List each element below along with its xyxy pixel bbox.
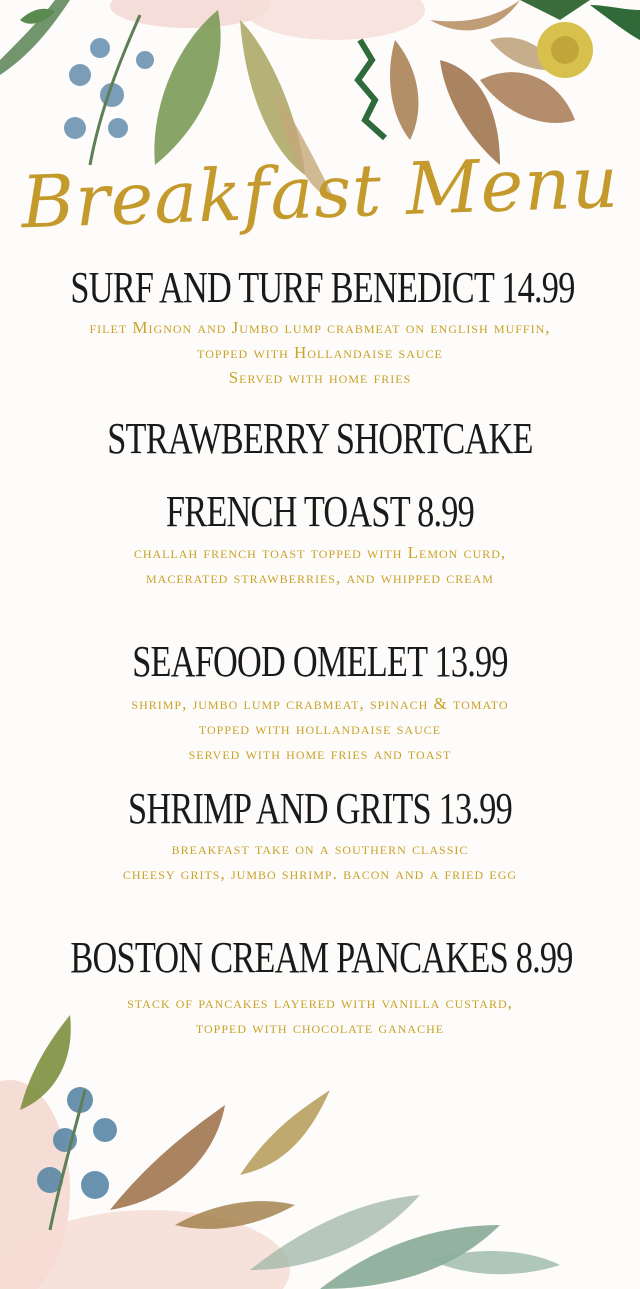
menu-item-name: SURF AND TURF BENEDICT 14.99: [70, 263, 575, 312]
description-line: cheesy grits, jumbo shrimp. bacon and a fried egg: [122, 864, 518, 883]
menu-item-description: [0, 836, 640, 886]
menu-item-name: SEAFOOD OMELET 13.99: [132, 637, 508, 686]
description-line: macerated strawberries, and whipped cream: [146, 568, 494, 587]
description-line: stack of pancakes layered with vanilla custard,: [127, 993, 513, 1012]
menu-item-name-line2: FRENCH TOAST 8.99: [165, 487, 475, 536]
menu-item-description: [0, 540, 640, 590]
description-line: topped with chocolate ganache: [195, 1018, 445, 1037]
description-line: challah french toast topped with Lemon curd,: [133, 543, 507, 562]
menu-title: Breakfast Menu: [19, 139, 621, 245]
description-line: shrimp, jumbo lump crabmeat, spinach & tomato: [131, 694, 509, 713]
floral-decoration-bottom: [0, 1010, 640, 1289]
menu-item-name: STRAWBERRY SHORTCAKE: [107, 414, 533, 463]
description-line: breakfast take on a southern classic: [171, 839, 469, 858]
description-line: topped with Hollandaise sauce: [197, 343, 443, 362]
description-line: served with home fries and toast: [188, 744, 452, 763]
menu-item-description: [0, 691, 640, 766]
description-line: Served with home fries: [228, 368, 412, 387]
menu-item-name: BOSTON CREAM PANCAKES 8.99: [70, 933, 573, 982]
description-line: topped with hollandaise sauce: [198, 719, 442, 738]
menu-item-description: [0, 315, 640, 390]
menu-item-name: SHRIMP AND GRITS 13.99: [128, 784, 512, 833]
description-line: filet Mignon and Jumbo lump crabmeat on english muffin,: [89, 318, 551, 337]
